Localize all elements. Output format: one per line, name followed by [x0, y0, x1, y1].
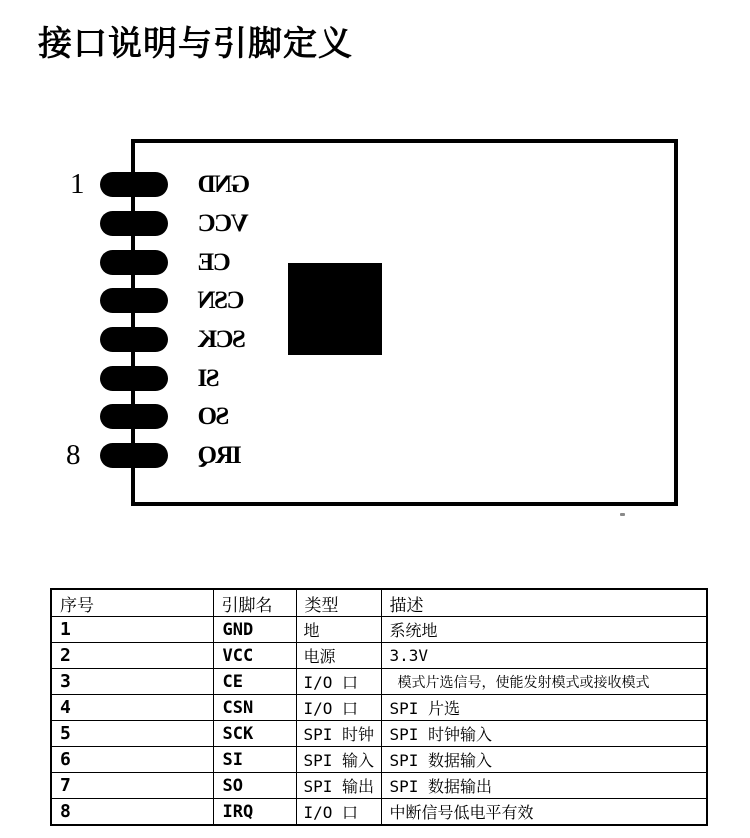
header-pin-name: 引脚名 [213, 589, 296, 617]
cell-desc: SPI 数据输出 [381, 773, 707, 799]
cell-type: 电源 [296, 643, 381, 669]
cell-pin-name: SCK [213, 721, 296, 747]
cell-number: 6 [51, 747, 213, 773]
pin-pad-3 [100, 250, 168, 275]
cell-desc: SPI 数据输入 [381, 747, 707, 773]
pin-number-8: 8 [66, 439, 81, 471]
table-header-row [51, 589, 707, 617]
cell-pin-name: CSN [213, 695, 296, 721]
pin-definition-table [50, 588, 708, 826]
cell-type: SPI 输出 [296, 773, 381, 799]
pin-label-vcc: VCC [199, 210, 249, 237]
cell-number: 8 [51, 799, 213, 826]
cell-pin-name: CE [213, 669, 296, 695]
cell-number: 5 [51, 721, 213, 747]
cell-number: 4 [51, 695, 213, 721]
table-row [51, 617, 707, 643]
table-row [51, 669, 707, 695]
chip-block [288, 263, 382, 355]
cell-number: 3 [51, 669, 213, 695]
cell-number: 2 [51, 643, 213, 669]
cell-desc: 中断信号低电平有效 [381, 799, 707, 826]
cell-type: I/O 口 [296, 695, 381, 721]
pin-pad-2 [100, 211, 168, 236]
pin-label-sck: SCK [199, 326, 246, 353]
cell-type: 地 [296, 617, 381, 643]
cell-desc: 系统地 [381, 617, 707, 643]
cell-desc: SPI 时钟输入 [381, 721, 707, 747]
header-type: 类型 [296, 589, 381, 617]
cell-pin-name: VCC [213, 643, 296, 669]
page-title: 接口说明与引脚定义 [38, 25, 353, 63]
header-desc: 描述 [381, 589, 707, 617]
pin-label-csn: CSN [199, 287, 245, 314]
pin-pad-7 [100, 404, 168, 429]
pin-pad-1 [100, 172, 168, 197]
cell-type: I/O 口 [296, 799, 381, 826]
table-row [51, 721, 707, 747]
cell-type: SPI 输入 [296, 747, 381, 773]
scan-artifact-dot [620, 513, 625, 516]
pin-pad-5 [100, 327, 168, 352]
table-row [51, 747, 707, 773]
pin-pad-4 [100, 288, 168, 313]
table-row [51, 773, 707, 799]
cell-number: 7 [51, 773, 213, 799]
cell-desc: 3.3V [381, 643, 707, 669]
cell-desc: 模式片选信号，使能发射模式或接收模式 [381, 669, 707, 695]
cell-number: 1 [51, 617, 213, 643]
pin-label-gnd: GND [199, 171, 251, 198]
cell-type: SPI 时钟 [296, 721, 381, 747]
cell-type: I/O 口 [296, 669, 381, 695]
pin-number-1: 1 [70, 168, 85, 200]
header-number: 序号 [51, 589, 213, 617]
cell-pin-name: IRQ [213, 799, 296, 826]
pin-label-si: SI [199, 365, 220, 392]
table-row [51, 799, 707, 826]
cell-pin-name: GND [213, 617, 296, 643]
cell-pin-name: SI [213, 747, 296, 773]
pin-label-irq: IRQ [199, 442, 242, 469]
pin-label-ce: CE [199, 249, 231, 276]
table-row [51, 695, 707, 721]
pin-pad-6 [100, 366, 168, 391]
pin-label-so: SO [199, 403, 230, 430]
cell-desc: SPI 片选 [381, 695, 707, 721]
pin-pad-8 [100, 443, 168, 468]
cell-pin-name: SO [213, 773, 296, 799]
table-row [51, 643, 707, 669]
